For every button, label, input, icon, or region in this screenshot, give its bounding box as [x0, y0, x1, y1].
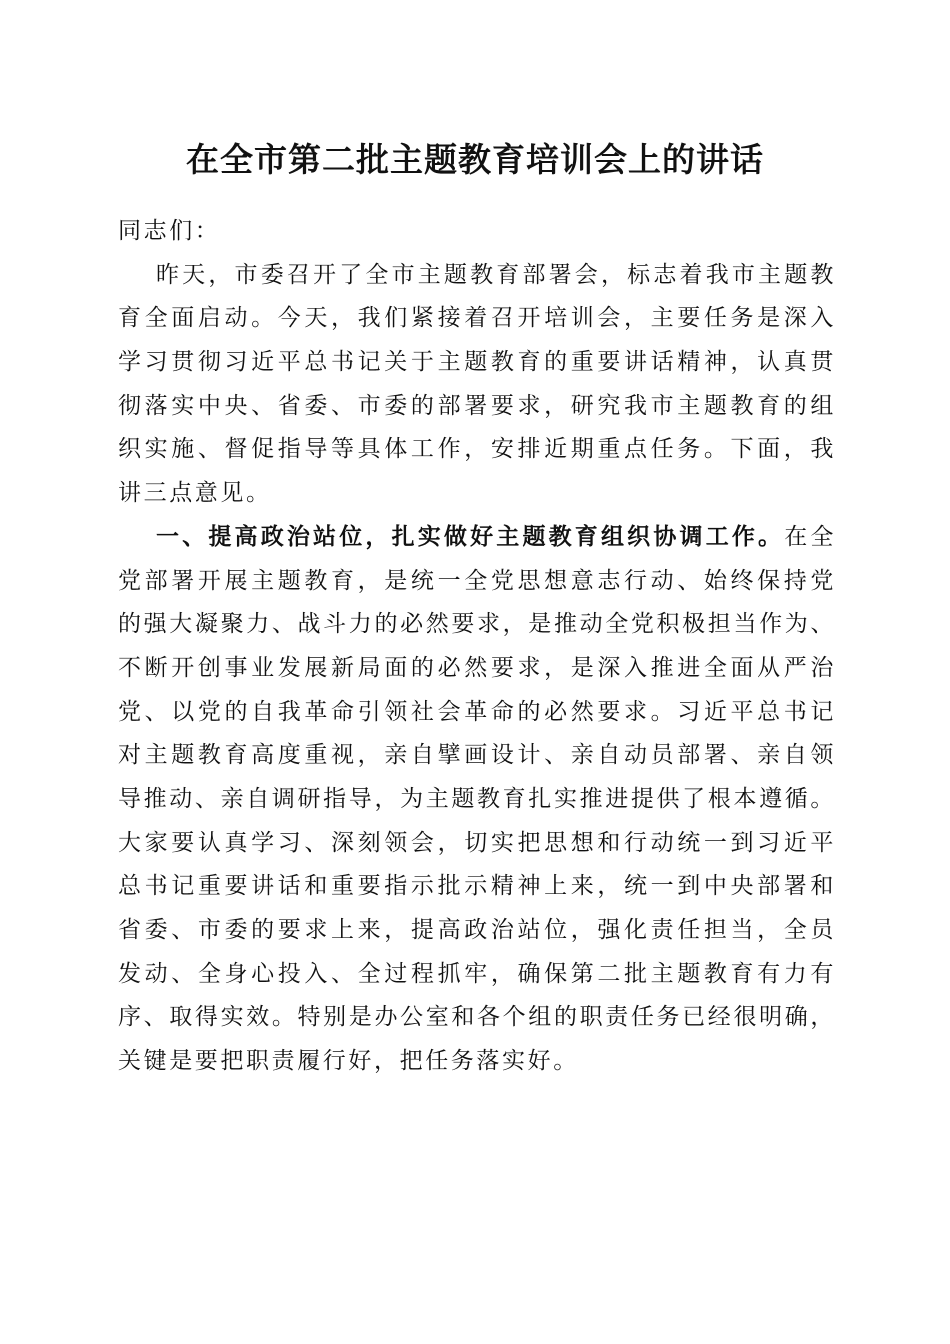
section-heading: 一、提高政治站位，扎实做好主题教育组织协调工作。	[156, 523, 785, 550]
section-one	[118, 516, 836, 1084]
paragraph-line: 讲三点意见。	[118, 480, 272, 507]
paragraph-line: 总书记重要讲话和重要指示批示精神上来，统一到中央部署和	[118, 873, 836, 900]
salutation: 同志们：	[118, 218, 221, 244]
paragraph-line: 对主题教育高度重视，亲自擘画设计、亲自动员部署、亲自领	[118, 742, 836, 769]
paragraph-line: 发动、全身心投入、全过程抓牢，确保第二批主题教育有力有	[118, 960, 836, 987]
paragraph-line: 昨天，市委召开了全市主题教育部署会，标志着我市主题教	[156, 261, 836, 288]
paragraph-line: 学习贯彻习近平总书记关于主题教育的重要讲话精神，认真贯	[118, 349, 836, 376]
paragraph-line: 序、取得实效。特别是办公室和各个组的职责任务已经很明确，	[118, 1004, 836, 1031]
paragraph-line: 不断开创事业发展新局面的必然要求，是深入推进全面从严治	[118, 654, 836, 681]
paragraph-line: 关键是要把职责履行好，把任务落实好。	[118, 1048, 579, 1075]
section-heading-line	[118, 516, 836, 560]
paragraph-line: 省委、市委的要求上来，提高政治站位，强化责任担当，全员	[118, 917, 836, 943]
paragraph-line: 的强大凝聚力、战斗力的必然要求，是推动全党积极担当作为、	[118, 611, 836, 638]
section-heading-continuation: 在全	[784, 523, 836, 550]
paragraph-line: 党部署开展主题教育，是统一全党思想意志行动、始终保持党	[118, 567, 836, 594]
paragraph-line: 育全面启动。今天，我们紧接着召开培训会，主要任务是深入	[118, 305, 836, 332]
paragraph-line: 导推动、亲自调研指导，为主题教育扎实推进提供了根本遵循。	[118, 785, 836, 812]
document-title: 在全市第二批主题教育培训会上的讲话	[186, 140, 764, 179]
paragraph-line: 大家要认真学习、深刻领会，切实把思想和行动统一到习近平	[118, 829, 836, 856]
paragraph-line: 彻落实中央、省委、市委的部署要求，研究我市主题教育的组	[118, 392, 836, 419]
paragraph-line: 织实施、督促指导等具体工作，安排近期重点任务。下面，我	[118, 436, 836, 463]
paragraph-opening	[118, 254, 836, 516]
paragraph-line: 党、以党的自我革命引领社会革命的必然要求。习近平总书记	[118, 698, 836, 725]
document-body	[118, 210, 836, 1084]
